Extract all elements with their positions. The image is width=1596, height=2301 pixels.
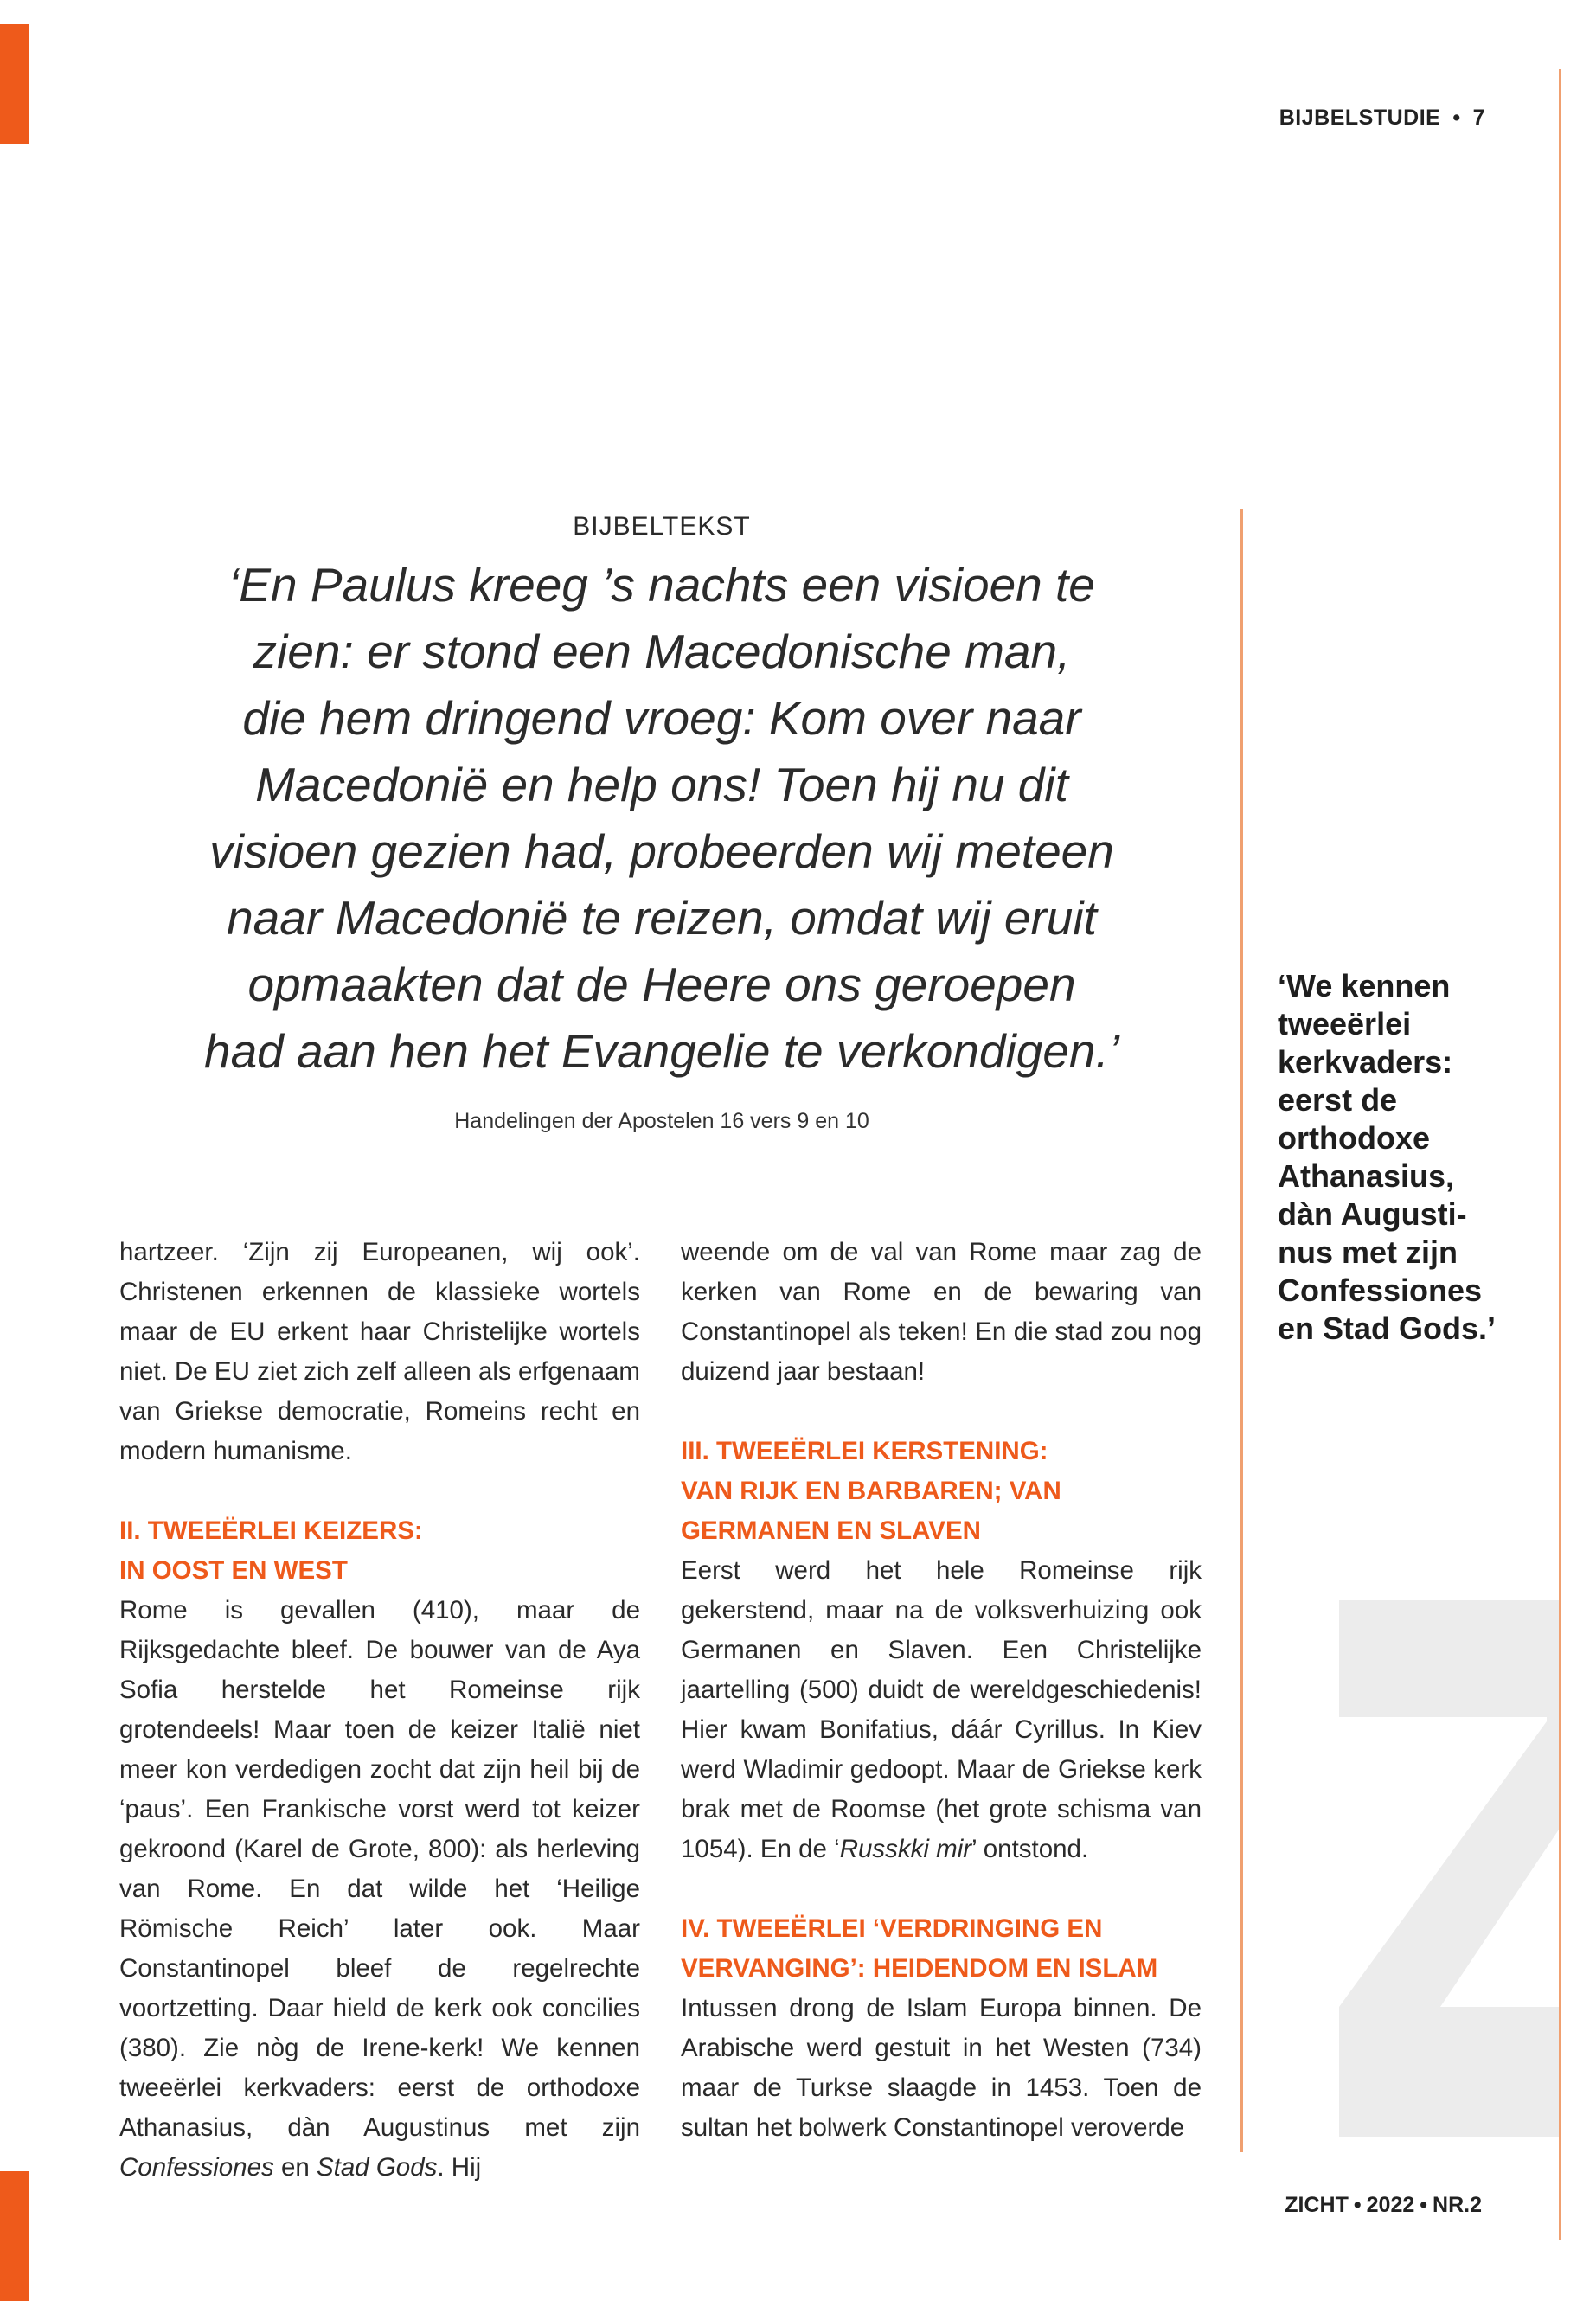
book-title: Confessiones <box>119 2153 274 2182</box>
paragraph <box>119 1591 640 2188</box>
pull-quote-line: kerkvaders: <box>1278 1044 1453 1080</box>
heading-line: VERVANGING’: HEIDENDOM EN ISLAM <box>681 1954 1158 1983</box>
issue-number: NR.2 <box>1433 2193 1482 2217</box>
section-heading-3 <box>681 1432 1202 1551</box>
article-column-left <box>119 1233 640 2188</box>
pull-quote-line: nus met zijn <box>1278 1234 1458 1270</box>
running-header <box>1279 106 1485 131</box>
paragraph-text: en <box>280 2153 310 2182</box>
paragraph <box>681 1551 1202 1869</box>
heading-line: IN OOST EN WEST <box>119 1556 348 1585</box>
orange-edge-bar-bottom <box>0 2171 29 2301</box>
quote-line: die hem dringend vroeg: Kom over naar <box>242 691 1081 745</box>
footer-separator: • <box>1420 2193 1428 2217</box>
term-italic: Russkki mir <box>839 1835 972 1863</box>
pull-quote-line: orthodoxe <box>1278 1120 1430 1156</box>
quote-line: ‘En Paulus kreeg ’s nachts een visioen te <box>228 558 1095 612</box>
quote-line: Macedonië en help ons! Toen hij nu dit <box>255 758 1068 811</box>
heading-line: III. TWEEËRLEI KERSTENING: <box>681 1437 1048 1465</box>
sidebar-divider <box>1240 509 1243 2152</box>
decorative-numeral <box>1339 1600 1559 2137</box>
pull-quote-line: eerst de <box>1278 1082 1398 1118</box>
heading-line: II. TWEEËRLEI KEIZERS: <box>119 1516 423 1545</box>
article-column-right <box>681 1233 1202 2148</box>
paragraph-text: . Hij <box>437 2153 482 2182</box>
book-title: Stad Gods <box>316 2153 438 2182</box>
orange-edge-bar-top <box>0 24 29 144</box>
pull-quote-line: Confessiones <box>1278 1272 1483 1308</box>
section-heading-4 <box>681 1909 1202 1989</box>
section-title: BIJBELSTUDIE <box>1279 106 1441 130</box>
pull-quote-line: tweeërlei <box>1278 1006 1412 1042</box>
page-number: 7 <box>1472 106 1485 130</box>
bible-quote <box>169 552 1155 1085</box>
bible-text-label: BIJBELTEKST <box>573 512 751 541</box>
paragraph: hartzeer. ‘Zijn zij Europeanen, wij ook’. Christenen erkennen de klassieke wortels maar de EU erkent haar Christelijke wortels niet. De EU ziet zich zelf alleen als erfgenaam van Griekse democratie, Romeins recht en modern humanisme. <box>119 1238 640 1465</box>
quote-line: visioen gezien had, probeerden wij meteen <box>209 824 1114 878</box>
bible-reference: Handelingen der Apostelen 16 vers 9 en 10 <box>454 1109 869 1133</box>
pull-quote-line: ‘We kennen <box>1278 968 1451 1003</box>
magazine-name: ZICHT <box>1285 2193 1349 2217</box>
paragraph-text: ’ ontstond. <box>971 1835 1089 1863</box>
numeral-two-shape <box>1339 1600 1559 2137</box>
pull-quote-line: Athanasius, <box>1278 1158 1455 1194</box>
heading-line: GERMANEN EN SLAVEN <box>681 1516 981 1545</box>
paragraph-text: Rome is gevallen (410), maar de Rijksgedachte bleef. De bouwer van de Aya Sofia herstelde het Romeinse rijk grotendeels! Maar toen de keizer Italië niet meer kon verdedigen zocht dat zijn heil bij de ‘paus’. Een Frankische vorst werd tot keizer gekroond (Karel de Grote, 800): als herleving van Rome. En dat wilde het ‘Heilige Römische Reich’ later ook. Maar Constantinopel bleef de regelrechte voortzetting. Daar hield de kerk ook concilies (380). Zie nòg de Irene-kerk! We kennen tweeërlei kerkvaders: eerst de orthodoxe Athanasius, dàn Augustinus met zijn <box>119 1596 640 2142</box>
header-separator: • <box>1452 106 1461 130</box>
page-edge-rule <box>1559 69 1561 2240</box>
heading-line: IV. TWEEËRLEI ‘VERDRINGING EN <box>681 1914 1103 1943</box>
quote-line: zien: er stond een Macedonische man, <box>253 625 1071 678</box>
quote-line: opmaakten dat de Heere ons geroepen <box>247 958 1076 1011</box>
footer-separator: • <box>1353 2193 1362 2217</box>
quote-line: naar Macedonië te reizen, omdat wij eruit <box>227 891 1097 945</box>
pull-quote <box>1278 967 1554 1348</box>
paragraph-text: Eerst werd het hele Romeinse rijk gekerstend, maar na de volksverhuizing ook Germanen en Slaven. Een Christelijke jaartelling (500) duidt de wereldgeschiedenis! Hier kwam Bonifatius, dáár Cyrillus. In Kiev werd Wladimir gedoopt. Maar de Griekse kerk brak met de Roomse (het grote schisma van 1054). En de ‘ <box>681 1556 1202 1863</box>
quote-line: had aan hen het Evangelie te verkondigen.’ <box>203 1024 1120 1078</box>
issue-year: 2022 <box>1366 2193 1415 2217</box>
pull-quote-line: dàn Augusti- <box>1278 1196 1467 1232</box>
paragraph: weende om de val van Rome maar zag de kerken van Rome en de bewaring van Constantinopel als teken! En die stad zou nog duizend jaar bestaan! <box>681 1238 1202 1386</box>
paragraph: Intussen drong de Islam Europa binnen. De Arabische werd gestuit in het Westen (734) maar de Turkse slaagde in 1453. Toen de sultan het bolwerk Constantinopel veroverde <box>681 1994 1202 2142</box>
section-heading-2 <box>119 1511 640 1591</box>
heading-line: VAN RIJK EN BARBAREN; VAN <box>681 1477 1061 1505</box>
running-footer <box>1285 2193 1482 2218</box>
pull-quote-line: en Stad Gods.’ <box>1278 1311 1497 1346</box>
